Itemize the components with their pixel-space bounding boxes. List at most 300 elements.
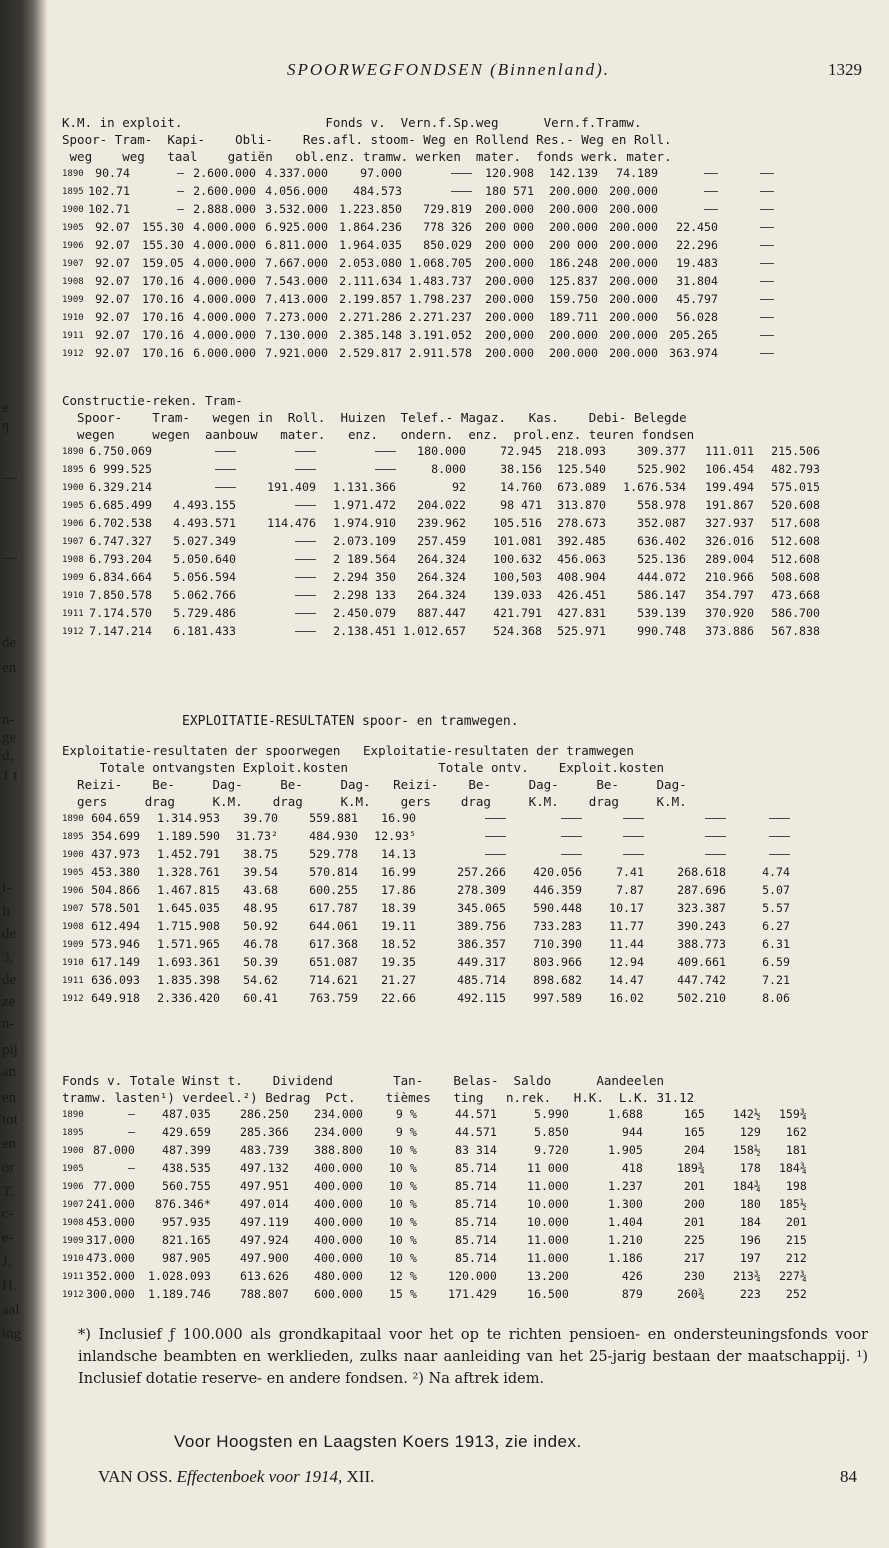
table-cell: 604.659 xyxy=(91,811,140,826)
table-cell: 497.119 xyxy=(240,1215,289,1230)
table-cell: 260¾ xyxy=(676,1287,705,1302)
table-cell: ——— xyxy=(375,444,396,459)
table-cell: —— xyxy=(760,310,774,325)
table-cell: 9 % xyxy=(395,1125,417,1140)
table-cell: 497.132 xyxy=(240,1161,289,1176)
table-cell: 18.52 xyxy=(381,937,416,952)
table-cell: 2.336.420 xyxy=(157,991,220,1006)
table-cell: 429.659 xyxy=(162,1125,211,1140)
table-cell: 48.95 xyxy=(243,901,278,916)
table-cell: 502.210 xyxy=(677,991,726,1006)
header-line: Exploitatie-resultaten der spoorwegen Exploitatie-resultaten der tramwegen xyxy=(62,743,634,758)
table-cell: 289.004 xyxy=(705,552,754,567)
table-cell: 111.011 xyxy=(705,444,754,459)
table-row xyxy=(62,551,820,569)
table-cell: 421.791 xyxy=(493,606,542,621)
table-cell: 803.966 xyxy=(533,955,582,970)
data-table xyxy=(62,443,820,641)
table-cell: 944 xyxy=(621,1125,643,1140)
table-cell: 590.448 xyxy=(533,901,582,916)
table-cell: —— xyxy=(704,184,718,199)
row-year: 1900 xyxy=(62,1145,84,1156)
table-cell: 10 % xyxy=(388,1143,417,1158)
table-cell: 2.294 350 xyxy=(333,570,396,585)
table-cell: 158½ xyxy=(732,1143,761,1158)
table-row xyxy=(62,1160,807,1178)
table-cell: 1.068.705 xyxy=(409,256,472,271)
table-cell: 512.608 xyxy=(771,552,820,567)
page-header-title: SPOORWEGFONDSEN (Binnenland). xyxy=(287,60,611,79)
margin-fragment: ing xyxy=(2,1326,22,1342)
table-cell: 180 571 xyxy=(485,184,534,199)
table-cell: 200.000 xyxy=(609,274,658,289)
table-cell: 200.000 xyxy=(549,184,598,199)
row-year: 1911 xyxy=(62,1271,84,1282)
table-cell: —— xyxy=(760,256,774,271)
table-cell: 317.000 xyxy=(86,1233,135,1248)
table-cell: 2.199.857 xyxy=(339,292,402,307)
table-cell: 234.000 xyxy=(314,1107,363,1122)
table-cell: 10 % xyxy=(388,1179,417,1194)
margin-fragment: c- xyxy=(2,1206,14,1222)
table-cell: 449.317 xyxy=(457,955,506,970)
table-cell: 92.07 xyxy=(95,310,130,325)
table-cell: 7.413.000 xyxy=(265,292,328,307)
table-constructie xyxy=(62,392,820,641)
table-cell: 673.089 xyxy=(557,480,606,495)
row-year: 1909 xyxy=(62,572,84,583)
table-cell: 444.072 xyxy=(637,570,686,585)
table-cell: 287.696 xyxy=(677,883,726,898)
table-row xyxy=(62,273,774,291)
table-row xyxy=(62,291,774,309)
table-cell: 1.452.791 xyxy=(157,847,220,862)
table-row xyxy=(62,569,820,587)
margin-fragment: e- xyxy=(2,1230,14,1246)
table-cell: 252 xyxy=(785,1287,807,1302)
table-cell: 204 xyxy=(683,1143,705,1158)
table-cell: 326.016 xyxy=(705,534,754,549)
table-cell: 16.99 xyxy=(381,865,416,880)
table-cell: 714.621 xyxy=(309,973,358,988)
table-cell: 234.000 xyxy=(314,1125,363,1140)
table-cell: 1.971.472 xyxy=(333,498,396,513)
table-cell: 16.90 xyxy=(381,811,416,826)
table-cell: 39.70 xyxy=(243,811,278,826)
table-cell: 8.000 xyxy=(431,462,466,477)
table-cell: 6.329.214 xyxy=(89,480,152,495)
table-cell: 821.165 xyxy=(162,1233,211,1248)
table-cell: 85.714 xyxy=(454,1161,497,1176)
margin-fragment: d, xyxy=(2,748,14,764)
table-row xyxy=(62,882,790,900)
table-cell: 142½ xyxy=(732,1107,761,1122)
table-cell: 354.797 xyxy=(705,588,754,603)
table-cell: 178 xyxy=(739,1161,761,1176)
row-year: 1905 xyxy=(62,867,84,878)
table-cell: —— xyxy=(760,220,774,235)
table-cell: 85.714 xyxy=(454,1215,497,1230)
table-cell: 11.000 xyxy=(526,1233,569,1248)
row-year: 1909 xyxy=(62,939,84,950)
row-year: 1908 xyxy=(62,276,84,287)
margin-fragment: or xyxy=(2,1160,15,1176)
table-cell: 2.450.079 xyxy=(333,606,396,621)
table-cell: 497.924 xyxy=(240,1233,289,1248)
table-cell: 1.189.746 xyxy=(148,1287,211,1302)
table-cell: 388.773 xyxy=(677,937,726,952)
table-row xyxy=(62,255,774,273)
table-cell: 10 % xyxy=(388,1161,417,1176)
row-year: 1908 xyxy=(62,554,84,565)
table-row xyxy=(62,443,820,461)
table-cell: 1.974.910 xyxy=(333,516,396,531)
table-cell: 38.75 xyxy=(243,847,278,862)
table-cell: 1.404 xyxy=(607,1215,643,1230)
table-cell: 139.033 xyxy=(493,588,542,603)
table-cell: 72.945 xyxy=(500,444,542,459)
table-cell: 487.399 xyxy=(162,1143,211,1158)
header-line: Spoor- Tram- Kapi- Obli- Res.afl. stoom- Weg en Rollend Res.- Weg en Roll. xyxy=(62,132,672,147)
row-year: 1905 xyxy=(62,500,84,511)
table-cell: 16.500 xyxy=(526,1287,569,1302)
table-cell: 447.742 xyxy=(677,973,726,988)
table-row xyxy=(62,846,790,864)
table-cell: 586.700 xyxy=(771,606,820,621)
table-cell: 990.748 xyxy=(637,624,686,639)
table-cell: 125.540 xyxy=(557,462,606,477)
margin-fragment: de xyxy=(2,926,17,942)
table-cell: 1.905 xyxy=(607,1143,643,1158)
table-cell: 19.35 xyxy=(381,955,416,970)
table-cell: 77.000 xyxy=(92,1179,135,1194)
table-cell: 22.66 xyxy=(381,991,416,1006)
table-cell: 85.714 xyxy=(454,1233,497,1248)
table-cell: 7.87 xyxy=(616,883,644,898)
table-cell: 10 % xyxy=(388,1197,417,1212)
table-cell: 539.139 xyxy=(637,606,686,621)
table-cell: 223 xyxy=(739,1287,761,1302)
table-row xyxy=(62,165,774,183)
table-cell: 16.02 xyxy=(609,991,644,1006)
table-cell: 200 000 xyxy=(485,238,534,253)
margin-fragment: en xyxy=(2,1090,17,1106)
table-cell: 7.850.578 xyxy=(89,588,152,603)
table-cell: 4.000.000 xyxy=(193,274,256,289)
table-cell: 7.130.000 xyxy=(265,328,328,343)
table-cell: 92.07 xyxy=(95,238,130,253)
table-cell: 617.149 xyxy=(91,955,140,970)
footer-prefix: VAN OSS. xyxy=(98,1467,173,1486)
margin-fragment: i- xyxy=(2,880,12,896)
table-cell: 85.714 xyxy=(454,1179,497,1194)
table-row xyxy=(62,623,820,641)
table-cell: 21.27 xyxy=(381,973,416,988)
table-cell: 710.390 xyxy=(533,937,582,952)
table-cell: 102.71 xyxy=(88,184,130,199)
table-row xyxy=(62,479,820,497)
table-row xyxy=(62,1268,807,1286)
table-cell: ——— xyxy=(295,498,316,513)
table-cell: 453.380 xyxy=(91,865,140,880)
table-row xyxy=(62,864,790,882)
table-cell: 170.16 xyxy=(142,328,184,343)
table-cell: 4.74 xyxy=(762,865,790,880)
table-cell: 200.000 xyxy=(609,328,658,343)
table-cell: ——— xyxy=(485,847,506,862)
margin-fragment: ge xyxy=(2,730,17,746)
row-year: 1907 xyxy=(62,903,84,914)
table-cell: 264.324 xyxy=(417,552,466,567)
table-cell: 420.056 xyxy=(533,865,582,880)
header-line: gers drag K.M. drag K.M. gers drag K.M. drag K.M. xyxy=(62,794,687,809)
table-cell: 400.000 xyxy=(314,1161,363,1176)
header-line: weg weg taal gatiën obl.enz. tramw. werken mater. fonds werk. mater. xyxy=(62,149,672,164)
table-cell: ——— xyxy=(561,811,582,826)
table-cell: 200.000 xyxy=(549,220,598,235)
footer-suffix: XII. xyxy=(346,1467,375,1486)
row-year: 1905 xyxy=(62,1163,84,1174)
table-cell: 201 xyxy=(683,1215,705,1230)
table-cell: 2 189.564 xyxy=(333,552,396,567)
table-cell: 1.676.534 xyxy=(623,480,686,495)
table-cell: 74.189 xyxy=(616,166,658,181)
table-row xyxy=(62,990,790,1008)
table-cell: 92.07 xyxy=(95,256,130,271)
table-cell: 5.027.349 xyxy=(173,534,236,549)
table-cell: —— xyxy=(760,184,774,199)
header-line: tramw. lasten¹) verdeel.²) Bedrag Pct. tièmes ting n.rek. H.K. L.K. 31.12 xyxy=(62,1090,695,1105)
table-row xyxy=(62,936,790,954)
table-cell: 559.881 xyxy=(309,811,358,826)
table-cell: 218.093 xyxy=(557,444,606,459)
margin-fragment: e xyxy=(2,400,9,416)
table-cell: 184 xyxy=(739,1215,761,1230)
table-cell: 38.156 xyxy=(500,462,542,477)
table-cell: — xyxy=(177,202,184,217)
table-cell: 1.835.398 xyxy=(157,973,220,988)
table-cell: 504.866 xyxy=(91,883,140,898)
table-cell: 14.47 xyxy=(609,973,644,988)
table-cell: 525.971 xyxy=(557,624,606,639)
table-cell: 1.210 xyxy=(607,1233,643,1248)
table-row xyxy=(62,828,790,846)
margin-fragment: — xyxy=(2,470,17,486)
table-row xyxy=(62,219,774,237)
table-cell: 239.962 xyxy=(417,516,466,531)
table-cell: 19.483 xyxy=(676,256,718,271)
table-row xyxy=(62,1232,807,1250)
table-cell: 83 314 xyxy=(454,1143,497,1158)
table-cell: 12.94 xyxy=(609,955,644,970)
row-year: 1909 xyxy=(62,1235,84,1246)
table-cell: 264.324 xyxy=(417,570,466,585)
table-row xyxy=(62,533,820,551)
table-cell: 227¾ xyxy=(778,1269,807,1284)
table-row xyxy=(62,1250,807,1268)
table-cell: —— xyxy=(704,202,718,217)
table-cell: 473.668 xyxy=(771,588,820,603)
data-table xyxy=(62,810,790,1008)
table-cell: 5.056.594 xyxy=(173,570,236,585)
table-cell: 278.673 xyxy=(557,516,606,531)
table-cell: 15 % xyxy=(388,1287,417,1302)
table-cell: 264.324 xyxy=(417,588,466,603)
table-cell: 492.115 xyxy=(457,991,506,1006)
margin-fragment: en xyxy=(2,660,17,676)
table-cell: 200.000 xyxy=(609,202,658,217)
table-cell: 4.337.000 xyxy=(265,166,328,181)
table-cell: ——— xyxy=(215,480,236,495)
table-cell: 763.759 xyxy=(309,991,358,1006)
table-cell: 578.501 xyxy=(91,901,140,916)
row-year: 1895 xyxy=(62,1127,84,1138)
table-cell: ——— xyxy=(295,462,316,477)
table-cell: 196 xyxy=(739,1233,761,1248)
table-cell: 9.720 xyxy=(533,1143,569,1158)
table-cell: ——— xyxy=(561,829,582,844)
margin-fragment: de xyxy=(2,635,17,651)
table-cell: 2.271.286 xyxy=(339,310,402,325)
table-cell: 43.68 xyxy=(243,883,278,898)
table-cell: 484.930 xyxy=(309,829,358,844)
table-cell: 241.000 xyxy=(86,1197,135,1212)
table-cell: 600.000 xyxy=(314,1287,363,1302)
table-cell: 352.000 xyxy=(86,1269,135,1284)
row-year: 1909 xyxy=(62,294,84,305)
table-cell: 10.000 xyxy=(526,1197,569,1212)
table-cell: ——— xyxy=(215,462,236,477)
table-cell: —— xyxy=(704,166,718,181)
table-cell: 2.271.237 xyxy=(409,310,472,325)
table-cell: 7.174.570 xyxy=(89,606,152,621)
table-cell: 159¾ xyxy=(778,1107,807,1122)
row-year: 1906 xyxy=(62,240,84,251)
table-row xyxy=(62,201,774,219)
table-cell: 18.39 xyxy=(381,901,416,916)
table-cell: 200.000 xyxy=(485,274,534,289)
table-cell: 1.688 xyxy=(607,1107,643,1122)
table-cell: 278.309 xyxy=(457,883,506,898)
table-cell: 50.39 xyxy=(243,955,278,970)
table-cell: 17.86 xyxy=(381,883,416,898)
table-header xyxy=(62,392,820,443)
table-cell: ——— xyxy=(485,811,506,826)
table-cell: 400.000 xyxy=(314,1233,363,1248)
table-cell: 567.838 xyxy=(771,624,820,639)
table-cell: 6.811.000 xyxy=(265,238,328,253)
table-cell: 2.600.000 xyxy=(193,166,256,181)
table-cell: 345.065 xyxy=(457,901,506,916)
table-cell: 22.450 xyxy=(676,220,718,235)
table-cell: 87.000 xyxy=(92,1143,135,1158)
row-year: 1910 xyxy=(62,590,84,601)
table-cell: — xyxy=(177,184,184,199)
table-cell: 125.837 xyxy=(549,274,598,289)
table-cell: 90.74 xyxy=(95,166,130,181)
table-cell: 497.900 xyxy=(240,1251,289,1266)
table-cell: 200.000 xyxy=(485,202,534,217)
table-cell: 1.186 xyxy=(607,1251,643,1266)
table-cell: 191.867 xyxy=(705,498,754,513)
table-cell: ——— xyxy=(451,166,472,181)
table-cell: 200 000 xyxy=(485,220,534,235)
table-cell: — xyxy=(127,1107,135,1122)
table-cell: 4.000.000 xyxy=(193,310,256,325)
table-header xyxy=(62,1072,807,1106)
table-cell: 7.543.000 xyxy=(265,274,328,289)
table-cell: ——— xyxy=(705,811,726,826)
table-cell: 200.000 xyxy=(485,256,534,271)
table-cell: 11.000 xyxy=(526,1179,569,1194)
table-cell: 850.029 xyxy=(423,238,472,253)
table-cell: 5.850 xyxy=(533,1125,569,1140)
table-cell: 484.573 xyxy=(353,184,402,199)
margin-fragment: pij xyxy=(2,1042,18,1058)
table-cell: 456.063 xyxy=(557,552,606,567)
table-cell: 257.459 xyxy=(417,534,466,549)
table-cell: 636.402 xyxy=(637,534,686,549)
table-cell: 6.59 xyxy=(762,955,790,970)
table-cell: ——— xyxy=(561,847,582,862)
margin-fragment: li xyxy=(2,904,11,920)
table-cell: 213¾ xyxy=(732,1269,761,1284)
table-cell: 7.667.000 xyxy=(265,256,328,271)
table-cell: — xyxy=(177,166,184,181)
table-cell: 200.000 xyxy=(609,310,658,325)
header-line: Constructie-reken. Tram- xyxy=(62,393,243,408)
row-year: 1907 xyxy=(62,258,84,269)
row-year: 1912 xyxy=(62,626,84,637)
table-cell: 6.834.664 xyxy=(89,570,152,585)
table-cell: 257.266 xyxy=(457,865,506,880)
table-cell: 517.608 xyxy=(771,516,820,531)
table-row xyxy=(62,1178,807,1196)
table-cell: ——— xyxy=(295,606,316,621)
table-cell: 570.814 xyxy=(309,865,358,880)
table-cell: 5.729.486 xyxy=(173,606,236,621)
table-row xyxy=(62,183,774,201)
table-cell: 198 xyxy=(785,1179,807,1194)
row-year: 1911 xyxy=(62,608,84,619)
row-year: 1900 xyxy=(62,204,84,215)
table-cell: —— xyxy=(760,346,774,361)
table-cell: 212 xyxy=(785,1251,807,1266)
table-cell: 876.346* xyxy=(155,1197,211,1212)
table-cell: 5.07 xyxy=(762,883,790,898)
table-cell: 1.237 xyxy=(607,1179,643,1194)
table-row xyxy=(62,810,790,828)
row-year: 1895 xyxy=(62,831,84,842)
table-cell: ——— xyxy=(769,829,790,844)
table-cell: ——— xyxy=(705,847,726,862)
table-cell: 180 xyxy=(739,1197,761,1212)
table-cell: 4.056.000 xyxy=(265,184,328,199)
row-year: 1895 xyxy=(62,186,84,197)
table-cell: 7.921.000 xyxy=(265,346,328,361)
table-cell: 437.973 xyxy=(91,847,140,862)
table-cell: 2.111.634 xyxy=(339,274,402,289)
table-row xyxy=(62,918,790,936)
table-row xyxy=(62,1196,807,1214)
table-cell: 7.41 xyxy=(616,865,644,880)
table-cell: 205.265 xyxy=(669,328,718,343)
table-cell: 97.000 xyxy=(360,166,402,181)
table-cell: 6.000.000 xyxy=(193,346,256,361)
table-dividend xyxy=(62,1072,807,1304)
table-cell: 170.16 xyxy=(142,346,184,361)
table-cell: 200.000 xyxy=(485,292,534,307)
